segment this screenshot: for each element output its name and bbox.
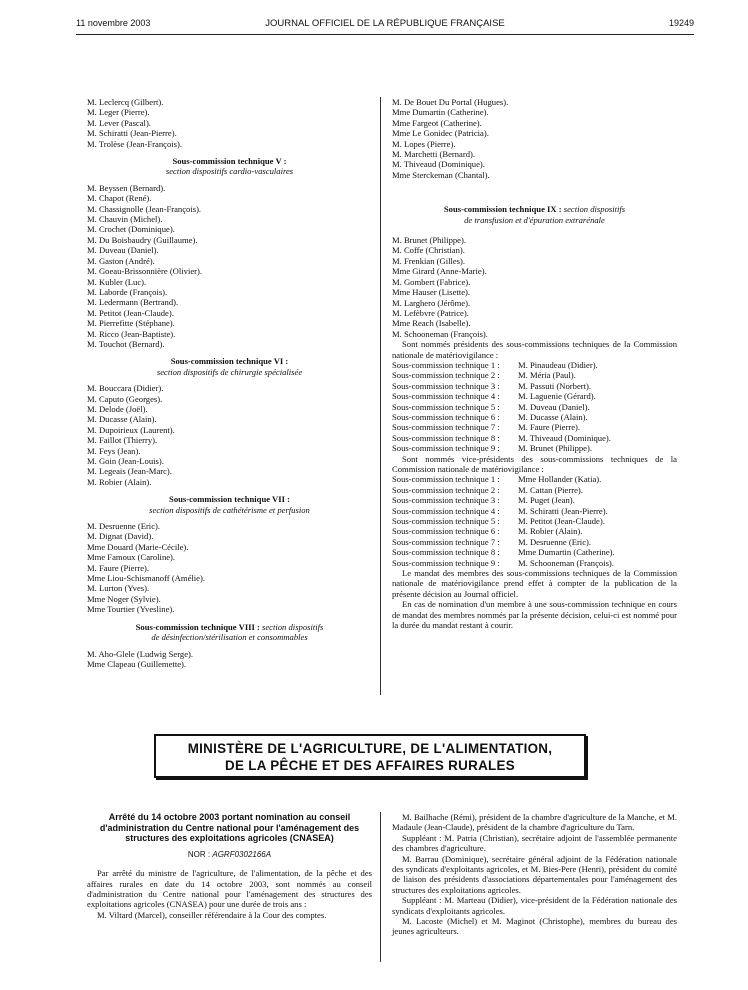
vice-presidents-list — [392, 474, 677, 568]
member-name: M. Laguenie (Gérard). — [518, 391, 596, 402]
nor-value: AGRF0302166A — [212, 849, 272, 859]
nor-reference — [87, 850, 372, 860]
member-name: M. Passuti (Norbert). — [518, 380, 592, 391]
member-name: M. Petitot (Jean-Claude). — [518, 516, 605, 527]
section-subtitle: section dispositifs de chirurgie spécialisée — [156, 366, 303, 377]
mandate-paragraph: Le mandat des membres des sous-commissions techniques de la Commission nationale de matériovigilance prend effet à compter de la publication de la présente décision au Journal officiel. — [392, 568, 677, 599]
page-header — [76, 18, 694, 32]
name-list-ix — [392, 235, 677, 339]
table-row — [392, 474, 677, 484]
section-subtitle: section dispositifs — [563, 204, 626, 215]
list-item: M. Chauvin (Michel). — [87, 214, 163, 225]
list-item: M. Chassignolle (Jean-François). — [87, 203, 202, 214]
list-item: M. Faillot (Thierry). — [87, 435, 158, 446]
table-row — [392, 495, 677, 505]
list-item: M. Pierrefitte (Stéphane). — [87, 318, 175, 329]
subcommission-label: Sous-commission technique 6 : — [392, 411, 500, 422]
name-list-top — [87, 97, 372, 149]
subcommission-label: Sous-commission technique 5 : — [392, 401, 500, 412]
list-item: M. Dupoirieux (Laurent). — [87, 424, 175, 435]
list-item: M. Ledermann (Bertrand). — [87, 297, 179, 308]
right-column — [392, 97, 677, 631]
list-item: Mme Clapeau (Guillemette). — [87, 658, 187, 669]
journal-title: JOURNAL OFFICIEL DE LA RÉPUBLIQUE FRANÇAISE — [265, 18, 505, 29]
list-item: Mme Le Gonidec (Patricia). — [392, 128, 489, 139]
table-row — [392, 402, 677, 412]
list-item: Mme Girard (Anne-Marie). — [392, 266, 487, 277]
member-name: M. Schooneman (François). — [518, 557, 614, 568]
list-item: M. Duveau (Daniel). — [87, 245, 159, 256]
member-name: Mme Dumartin (Catherine). — [518, 547, 615, 558]
table-row — [392, 360, 677, 370]
list-item: M. Larghero (Jérôme). — [392, 297, 471, 308]
section-heading-vi — [87, 356, 372, 377]
list-item: M. Ducasse (Alain). — [87, 414, 157, 425]
list-item: Mme Noger (Sylvie). — [87, 593, 161, 604]
list-item: M. Marchetti (Bernard). — [392, 149, 476, 160]
list-item: M. Kubler (Luc). — [87, 276, 147, 287]
list-item: Mme Tourtier (Yvesline). — [87, 604, 175, 615]
table-row — [392, 537, 677, 547]
arrete-paragraph-2: M. Viltard (Marcel), conseiller référendaire à la Cour des comptes. — [97, 909, 327, 920]
member-name: M. Faure (Pierre). — [518, 422, 581, 433]
member-name: M. Duveau (Daniel). — [518, 401, 590, 412]
list-item: M. Gaston (André). — [87, 255, 155, 266]
list-item: M. Schiratti (Jean-Pierre). — [87, 128, 177, 139]
section-subtitle: section dispositifs — [262, 621, 324, 632]
section-subtitle: section dispositifs de cathétérisme et perfusion — [149, 504, 310, 515]
subcommission-label: Sous-commission technique 4 : — [392, 391, 500, 402]
member-name: M. Thiveaud (Dominique). — [518, 432, 611, 443]
table-row — [392, 485, 677, 495]
member-name: M. Méria (Paul). — [518, 370, 576, 381]
table-row — [392, 370, 677, 380]
list-item: M. Du Boisbaudry (Guillaume). — [87, 234, 198, 245]
table-row — [392, 391, 677, 401]
table-row — [392, 412, 677, 422]
arrete-paragraph-5: M. Barrau (Dominique), secrétaire général adjoint de la Fédération nationale des syndicats d'exploitants agricoles, et M. Bies-Pere (Henri), président du comité de liaison des présidents d'associations départementales pour l'aménagement des structures des exploitations agricoles. — [392, 853, 677, 895]
subcommission-label: Sous-commission technique 3 : — [392, 380, 500, 391]
list-item: M. Lefèbvre (Patrice). — [392, 307, 469, 318]
subcommission-label: Sous-commission technique 7 : — [392, 422, 500, 433]
list-item: M. Goeau-Brissonnière (Olivier). — [87, 266, 203, 277]
section-title: Sous-commission technique V : — [172, 156, 287, 167]
name-list-viii — [87, 649, 372, 670]
ministry-line-1: MINISTÈRE DE L'AGRICULTURE, DE L'ALIMENTATION, — [187, 741, 553, 756]
list-item: Mme Fargeot (Catherine). — [392, 117, 482, 128]
list-item: M. Ricco (Jean-Baptiste). — [87, 328, 176, 339]
section-heading-viii — [87, 622, 372, 643]
section-subtitle: section dispositifs cardio-vasculaires — [165, 166, 294, 177]
subcommission-label: Sous-commission technique 9 : — [392, 557, 500, 568]
name-list-top — [392, 97, 677, 180]
list-item: Mme Hauser (Lisette). — [392, 287, 471, 298]
subcommission-label: Sous-commission technique 1 : — [392, 359, 500, 370]
issue-date: 11 novembre 2003 — [76, 18, 151, 28]
arrete-title: Arrêté du 14 octobre 2003 portant nomination au conseil d'administration du Centre national pour l'aménagement des structures des exploitations agricoles (CNASEA) — [99, 812, 360, 844]
table-row — [392, 516, 677, 526]
list-item: M. Leclercq (Gilbert). — [87, 97, 164, 107]
list-item: Mme Douard (Marie-Cécile). — [87, 541, 189, 552]
member-name: M. Cattan (Pierre). — [518, 484, 583, 495]
table-row — [392, 433, 677, 443]
member-name: M. Desruenne (Eric). — [518, 536, 592, 547]
list-item: M. Gombert (Fabrice). — [392, 276, 471, 287]
section-title: Sous-commission technique VII : — [169, 494, 290, 505]
member-name: M. Schiratti (Jean-Pierre). — [518, 505, 608, 516]
nomination-paragraph: En cas de nomination d'un membre à une sous-commission technique en cours de mandat des membres nommés par la présente décision, celui-ci est nommé pour la durée du mandat restant à courir. — [392, 599, 677, 631]
column-divider-bottom — [380, 812, 381, 962]
table-row — [392, 526, 677, 536]
header-rule — [76, 34, 694, 35]
arrete-paragraph-3: M. Bailhache (Rémi), président de la chambre d'agriculture de la Manche, et M. Madaule (Jean-Claude), président de la chambre d'agriculture du Tarn. — [392, 812, 678, 833]
ministry-banner — [154, 734, 586, 778]
list-item: M. De Bouet Du Portal (Hugues). — [392, 97, 509, 107]
subcommission-label: Sous-commission technique 8 : — [392, 547, 500, 558]
table-row — [392, 443, 677, 453]
section-heading-v — [87, 156, 372, 177]
list-item: M. Bouccara (Didier). — [87, 383, 164, 394]
list-item: M. Delode (Joël). — [87, 403, 148, 414]
list-item: M. Beyssen (Bernard). — [87, 182, 166, 193]
list-item: M. Leger (Pierre). — [87, 107, 150, 118]
list-item: Mme Famoux (Caroline). — [87, 552, 176, 563]
list-item: M. Laborde (François). — [87, 286, 168, 297]
subcommission-label: Sous-commission technique 5 : — [392, 516, 500, 527]
arrete-paragraph-4: Suppléant : M. Patria (Christian), secrétaire adjoint de l'assemblée permanente des chambres d'agriculture. — [392, 832, 677, 854]
presidents-intro: Sont nommés présidents des sous-commissions techniques de la Commission nationale de matériovigilance : — [392, 339, 677, 360]
list-item: M. Frenkian (Gilles). — [392, 255, 466, 266]
member-name: M. Puget (Jean). — [518, 495, 575, 506]
column-divider-top — [380, 97, 381, 695]
list-item: M. Trolèse (Jean-François). — [87, 138, 182, 149]
list-item: M. Crochet (Dominique). — [87, 224, 175, 235]
table-row — [392, 506, 677, 516]
table-row — [392, 381, 677, 391]
table-row — [392, 422, 677, 432]
list-item: M. Thiveaud (Dominique). — [392, 159, 485, 170]
subcommission-label: Sous-commission technique 2 : — [392, 370, 500, 381]
section-title: Sous-commission technique IX : — [443, 204, 562, 215]
arrete-right-column — [392, 812, 677, 937]
left-column — [87, 97, 372, 669]
list-item: M. Goin (Jean-Louis). — [87, 456, 164, 466]
subcommission-label: Sous-commission technique 9 : — [392, 443, 500, 454]
subcommission-label: Sous-commission technique 7 : — [392, 536, 500, 547]
list-item: M. Desruenne (Eric). — [87, 521, 161, 532]
name-list-v — [87, 183, 372, 350]
table-row — [392, 547, 677, 557]
vice-presidents-intro: Sont nommés vice-présidents des sous-commissions techniques de la Commission nationale de matériovigilance : — [392, 453, 677, 474]
list-item: M. Chapot (René). — [87, 193, 152, 204]
arrete-paragraph-6: Suppléant : M. Marteau (Didier), vice-président de la Fédération nationale des syndicats d'exploitants agricoles. — [392, 895, 677, 916]
subcommission-label: Sous-commission technique 8 : — [392, 432, 500, 443]
section-title: Sous-commission technique VIII : — [135, 621, 260, 632]
presidents-list — [392, 360, 677, 454]
list-item: Mme Sterckeman (Chantal). — [392, 169, 490, 180]
subcommission-label: Sous-commission technique 4 : — [392, 505, 500, 516]
member-name: M. Ducasse (Alain). — [518, 411, 588, 422]
subcommission-label: Sous-commission technique 1 : — [392, 474, 500, 485]
page-number: 19249 — [668, 18, 694, 28]
list-item: M. Schooneman (François). — [392, 328, 488, 339]
list-item: M. Faure (Pierre). — [87, 562, 150, 573]
list-item: M. Brunet (Philippe). — [392, 235, 466, 246]
list-item: M. Legeais (Jean-Marc). — [87, 466, 172, 477]
section-heading-vii — [87, 494, 372, 515]
subcommission-label: Sous-commission technique 3 : — [392, 495, 500, 506]
arrete-paragraph-1: Par arrêté du ministre de l'agriculture, de l'alimentation, de la pêche et des affaires rurales en date du 14 octobre 2003, sont nommés au conseil d'administration du Centre national pour l'aménagement des structures des exploitations agricoles (CNASEA) pour une durée de trois ans : — [87, 868, 372, 910]
list-item: Mme Liou-Schismanoff (Amélie). — [87, 573, 205, 584]
list-item: M. Coffe (Christian). — [392, 245, 465, 256]
list-item: M. Feys (Jean). — [87, 445, 141, 456]
nor-label: NOR : — [187, 849, 211, 859]
list-item: M. Lever (Pascal). — [87, 117, 151, 128]
list-item: M. Dignat (David). — [87, 531, 154, 542]
table-row — [392, 558, 677, 568]
list-item: M. Aho-Glele (Ludwig Serge). — [87, 648, 194, 659]
list-item: M. Petitot (Jean-Claude). — [87, 307, 174, 318]
section-heading-ix — [392, 204, 677, 225]
list-item: Mme Reach (Isabelle). — [392, 318, 471, 329]
list-item: M. Lopes (Pierre). — [392, 138, 456, 149]
list-item: M. Robier (Alain). — [87, 476, 152, 487]
list-item: M. Touchot (Bernard). — [87, 338, 165, 349]
member-name: M. Robier (Alain). — [518, 526, 583, 537]
arrete-left-column — [87, 812, 372, 920]
list-item: M. Lurton (Yves). — [87, 583, 150, 594]
list-item: Mme Dumartin (Catherine). — [392, 107, 489, 118]
member-name: Mme Hollander (Katia). — [518, 474, 602, 485]
section-title: Sous-commission technique VI : — [170, 356, 289, 367]
list-item: M. Caputo (Georges). — [87, 393, 163, 404]
name-list-vi — [87, 383, 372, 487]
arrete-paragraph-7: M. Lacoste (Michel) et M. Maginot (Christophe), membres du bureau des jeunes agriculteurs. — [392, 916, 677, 937]
name-list-vii — [87, 521, 372, 615]
section-subtitle-2: de transfusion et d'épuration extrarénale — [464, 214, 605, 225]
section-subtitle-2: de désinfection/stérilisation et consommables — [151, 632, 308, 643]
ministry-line-2: DE LA PÊCHE ET DES AFFAIRES RURALES — [225, 758, 515, 773]
member-name: M. Pinaudeau (Didier). — [518, 359, 598, 370]
subcommission-label: Sous-commission technique 6 : — [392, 526, 500, 537]
subcommission-label: Sous-commission technique 2 : — [392, 484, 500, 495]
member-name: M. Brunet (Philippe). — [518, 443, 592, 454]
